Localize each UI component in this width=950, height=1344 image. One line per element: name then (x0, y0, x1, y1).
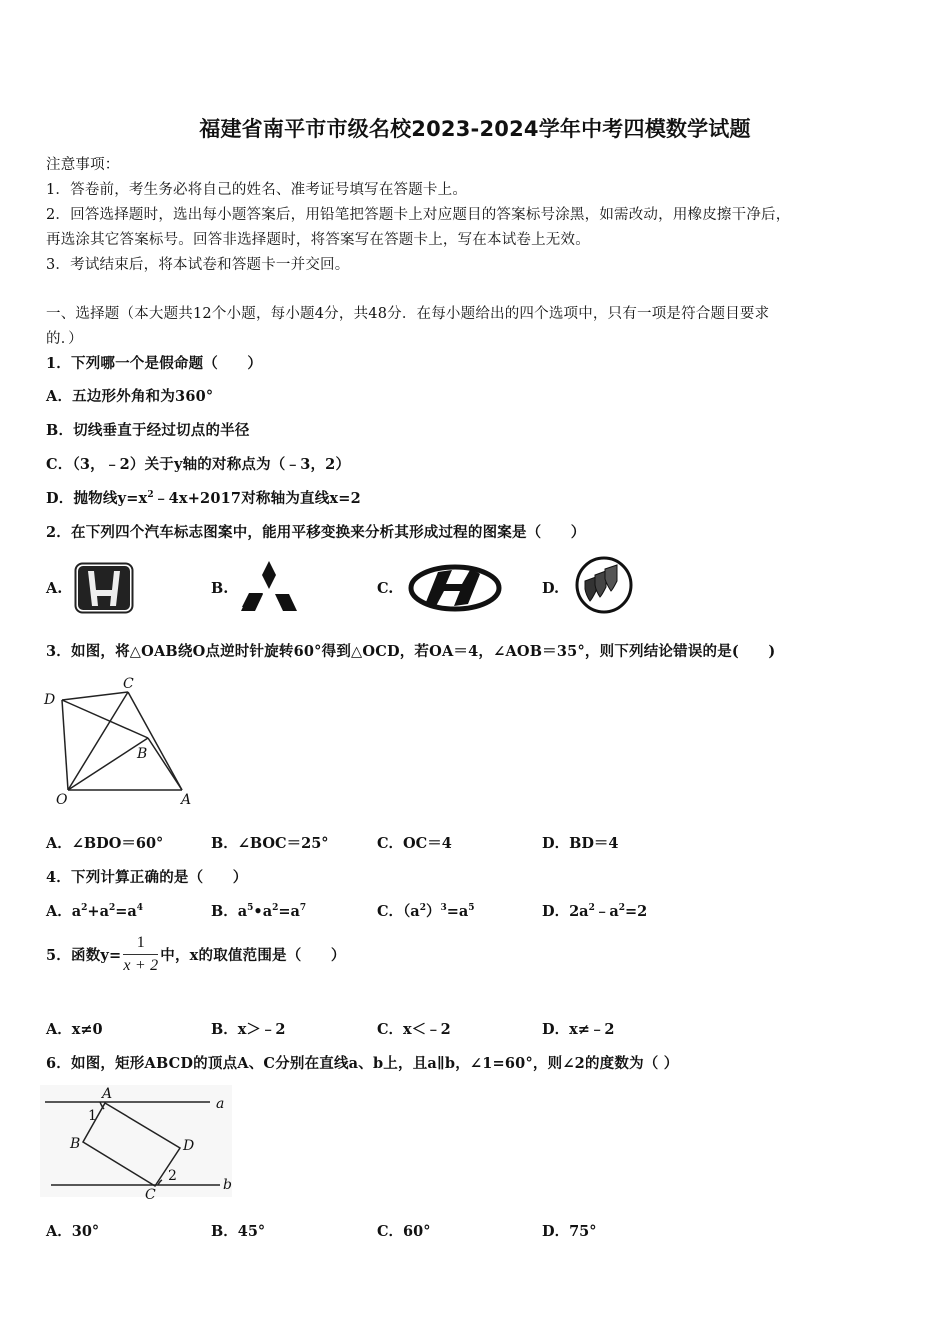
figure-label-angle-1: 1 (88, 1108, 97, 1124)
question-5-option-a: A．x≠0 (46, 1021, 103, 1038)
figure-label-b: B (137, 746, 148, 762)
question-5-option-d: D．x≠﹣2 (542, 1021, 615, 1038)
question-4-option-c: C．$(a^2)^3=a^5$ (377, 903, 475, 920)
question-6-figure (40, 1085, 240, 1205)
notice-item-3: 3．考试结束后，将本试卷和答题卡一并交回。 (46, 257, 350, 273)
question-4-stem: 4．下列计算正确的是（ ） (46, 869, 248, 886)
question-5-option-c: C．x＜﹣2 (377, 1021, 451, 1038)
figure-label-line-b: b (223, 1177, 232, 1193)
question-6-option-c: C．60° (377, 1223, 431, 1240)
question-3-figure (40, 676, 200, 811)
mitsubishi-logo-icon (240, 561, 298, 613)
question-2-option-b-label: B. (211, 580, 229, 597)
question-2-option-c-label: C. (377, 580, 394, 597)
question-1-stem: 1．下列哪一个是假命题（ ） (46, 355, 263, 372)
question-1-option-a: A．五边形外角和为360° (46, 388, 214, 405)
notice-item-1: 1．答卷前，考生务必将自己的姓名、准考证号填写在答题卡上。 (46, 182, 468, 198)
notice-heading: 注意事项： (46, 157, 120, 173)
figure-label-a-vertex: A (102, 1086, 113, 1102)
question-3-stem: 3．如图，将△OAB绕O点逆时针旋转60°得到△OCD，若OA＝4，∠AOB＝35°，则下列结论错误的是( ) (46, 643, 776, 660)
fraction: $\frac{1}{x + 2}$ (123, 934, 159, 974)
figure-label-c: C (123, 676, 134, 692)
notice-item-2-cont: 再选涂其它答案标号。回答非选择题时，将答案写在答题卡上，写在本试卷上无效。 (46, 232, 590, 248)
question-1-option-d: D．抛物线$y=x^2﹣4x+2017$对称轴为直线x=2 (46, 490, 361, 507)
question-4-option-d: D．$2a^2﹣a^2=2$ (542, 903, 648, 920)
question-3-option-a: A．∠BDO＝60° (46, 835, 164, 852)
question-3-option-b: B．∠BOC＝25° (211, 835, 329, 852)
question-4-option-a: A．$a^2+a^2=a^4$ (46, 903, 144, 920)
question-1-option-b: B．切线垂直于经过切点的半径 (46, 422, 250, 439)
figure-label-line-a: a (216, 1096, 225, 1112)
question-3-option-c: C．OC＝4 (377, 835, 452, 852)
figure-label-b-vertex: B (70, 1136, 81, 1152)
section-heading-cont: 的．） (46, 331, 83, 347)
question-2-stem: 2．在下列四个汽车标志图案中，能用平移变换来分析其形成过程的图案是（ ） (46, 524, 586, 541)
question-6-option-d: D．75° (542, 1223, 597, 1240)
figure-label-c-vertex: C (145, 1187, 156, 1203)
question-1-option-c: C．（3，﹣2）关于y轴的对称点为（﹣3，2） (46, 456, 351, 473)
buick-logo-icon (574, 555, 634, 615)
question-5-stem: 5．函数y= $\frac{1}{x + 2}$ 中，x的取值范围是（ ） (46, 934, 346, 974)
question-6-option-a: A．30° (46, 1223, 100, 1240)
question-5-option-b: B．x＞﹣2 (211, 1021, 286, 1038)
notice-item-2: 2．回答选择题时，选出每小题答案后，用铅笔把答题卡上对应题目的答案标号涂黑，如需改动，用橡皮擦干净后， (46, 207, 791, 223)
question-6-stem: 6．如图，矩形ABCD的顶点A、C分别在直线a、b上，且a∥b，∠1=60°，则∠2的度数为（ ） (46, 1055, 679, 1072)
question-6-option-b: B．45° (211, 1223, 266, 1240)
question-2-option-d-label: D. (542, 580, 560, 597)
figure-label-a: A (181, 792, 192, 808)
page-title: 福建省南平市市级名校2023-2024学年中考四模数学试题 (199, 117, 751, 141)
figure-label-o: O (56, 792, 68, 808)
figure-label-angle-2: 2 (168, 1168, 177, 1184)
section-heading: 一、选择题（本大题共12个小题，每小题4分，共48分．在每小题给出的四个选项中，只有一项是符合题目要求 (46, 306, 770, 322)
question-3-option-d: D．BD＝4 (542, 835, 619, 852)
question-4-option-b: B．$a^5•a^2=a^7$ (211, 903, 307, 920)
figure-label-d: D (44, 692, 56, 708)
honda-logo-icon (74, 562, 134, 614)
hyundai-logo-icon (408, 564, 502, 612)
question-2-option-a-label: A. (46, 580, 63, 597)
figure-label-d-vertex: D (183, 1138, 195, 1154)
